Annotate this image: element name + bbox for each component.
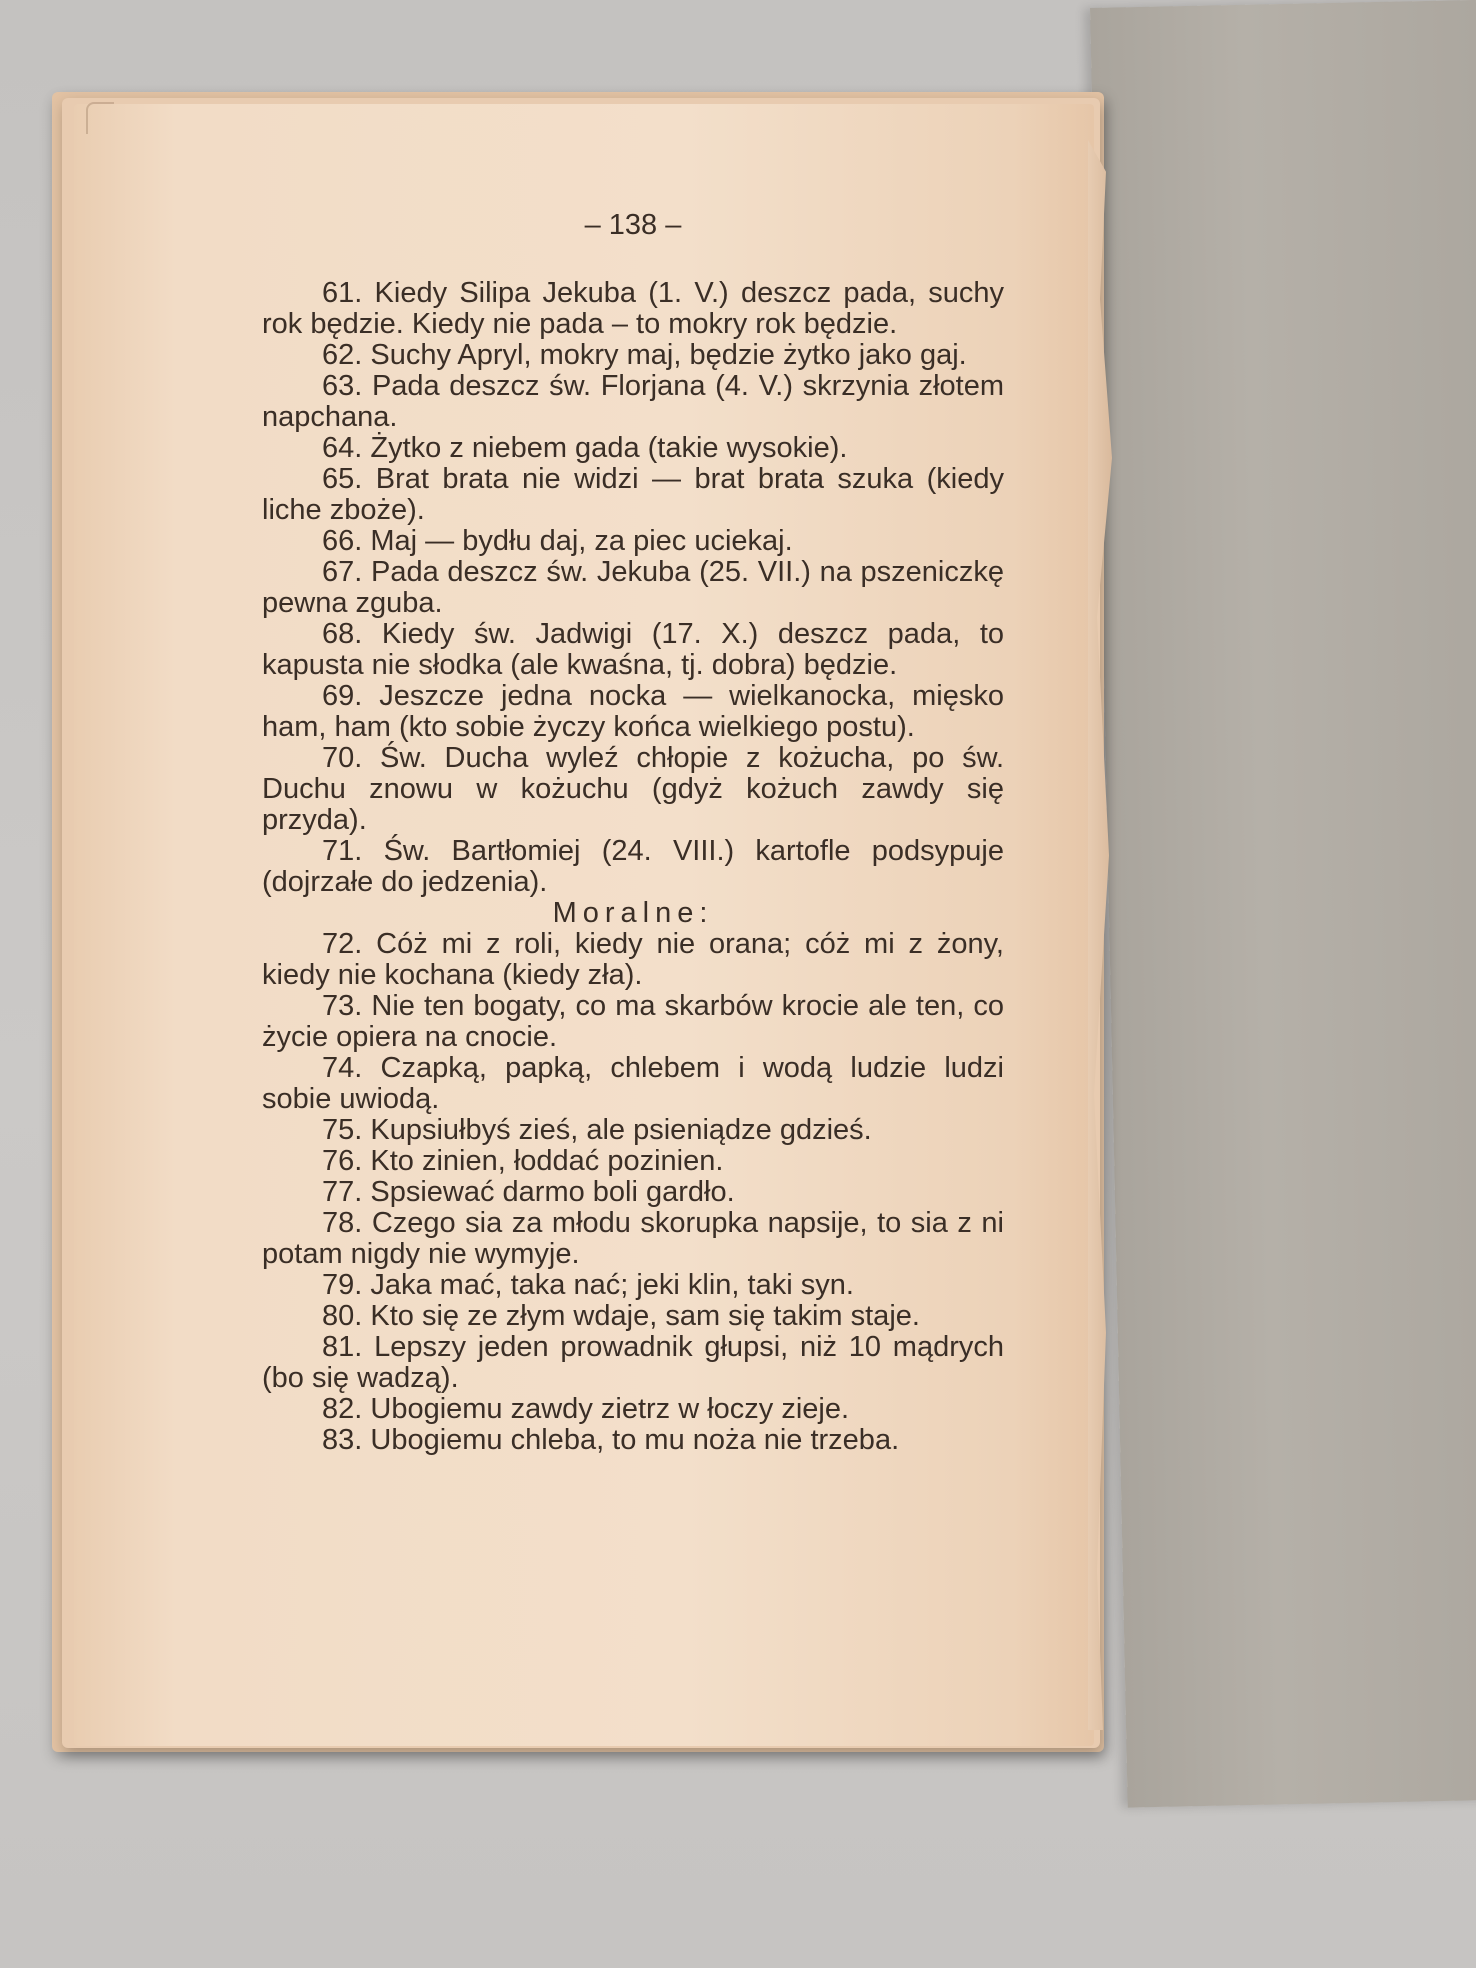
proverb-70: 70. Św. Ducha wyleź chłopie z kożucha, po św. Duchu znowu w kożuchu (gdyż kożuch zawdy się przyda). xyxy=(262,742,1004,836)
proverb-63: 63. Pada deszcz św. Florjana (4. V.) skrzynia złotem napchana. xyxy=(262,370,1004,433)
proverb-73: 73. Nie ten bogaty, co ma skarbów krocie ale ten, co życie opiera na cnocie. xyxy=(262,990,1004,1053)
proverb-68: 68. Kiedy św. Jadwigi (17. X.) deszcz pada, to kapusta nie słodka (ale kwaśna, tj. dobra) będzie. xyxy=(262,618,1004,681)
proverb-80: 80. Kto się ze złym wdaje, sam się takim staje. xyxy=(322,1300,920,1332)
book-cover xyxy=(1090,0,1476,1808)
proverb-list xyxy=(262,278,1004,1456)
proverb-74: 74. Czapką, papką, chlebem i wodą ludzie ludzi sobie uwiodą. xyxy=(262,1052,1004,1115)
proverb-76: 76. Kto zinien, łoddać pozinien. xyxy=(322,1145,724,1177)
proverb-64: 64. Żytko z niebem gada (takie wysokie). xyxy=(322,432,848,464)
proverb-72: 72. Cóż mi z roli, kiedy nie orana; cóż mi z żony, kiedy nie kochana (kiedy zła). xyxy=(262,928,1004,991)
proverb-75: 75. Kupsiułbyś zieś, ale psieniądze gdzieś. xyxy=(322,1114,872,1146)
proverb-67: 67. Pada deszcz św. Jekuba (25. VII.) na pszeniczkę pewna zguba. xyxy=(262,556,1004,619)
proverb-77: 77. Spsiewać darmo boli gardło. xyxy=(322,1176,735,1208)
proverb-81: 81. Lepszy jeden prowadnik głupsi, niż 10 mądrych (bo się wadzą). xyxy=(262,1331,1004,1394)
proverb-83: 83. Ubogiemu chleba, to mu noża nie trzeba. xyxy=(322,1424,900,1456)
proverb-61: 61. Kiedy Silipa Jekuba (1. V.) deszcz pada, suchy rok będzie. Kiedy nie pada – to mokry rok będzie. xyxy=(262,277,1004,340)
page-number: – 138 – xyxy=(584,209,682,241)
page-corner-mark xyxy=(86,102,114,134)
proverb-62: 62. Suchy Apryl, mokry maj, będzie żytko jako gaj. xyxy=(322,339,967,371)
proverb-66: 66. Maj — bydłu daj, za piec uciekaj. xyxy=(322,525,793,557)
proverb-65: 65. Brat brata nie widzi — brat brata szuka (kiedy liche zboże). xyxy=(262,463,1004,526)
proverb-69: 69. Jeszcze jedna nocka — wielkanocka, mięsko ham, ham (kto sobie życzy końca wielkiego postu). xyxy=(262,680,1004,743)
section-heading-moralne: Moralne: xyxy=(552,897,714,929)
proverb-82: 82. Ubogiemu zawdy zietrz w łoczy zieje. xyxy=(322,1393,850,1425)
proverb-79: 79. Jaka mać, taka nać; jeki klin, taki syn. xyxy=(322,1269,854,1301)
proverb-78: 78. Czego sia za młodu skorupka napsije, to sia z ni potam nigdy nie wymyje. xyxy=(262,1207,1004,1270)
proverb-71: 71. Św. Bartłomiej (24. VIII.) kartofle podsypuje (dojrzałe do jedzenia). xyxy=(262,835,1004,898)
